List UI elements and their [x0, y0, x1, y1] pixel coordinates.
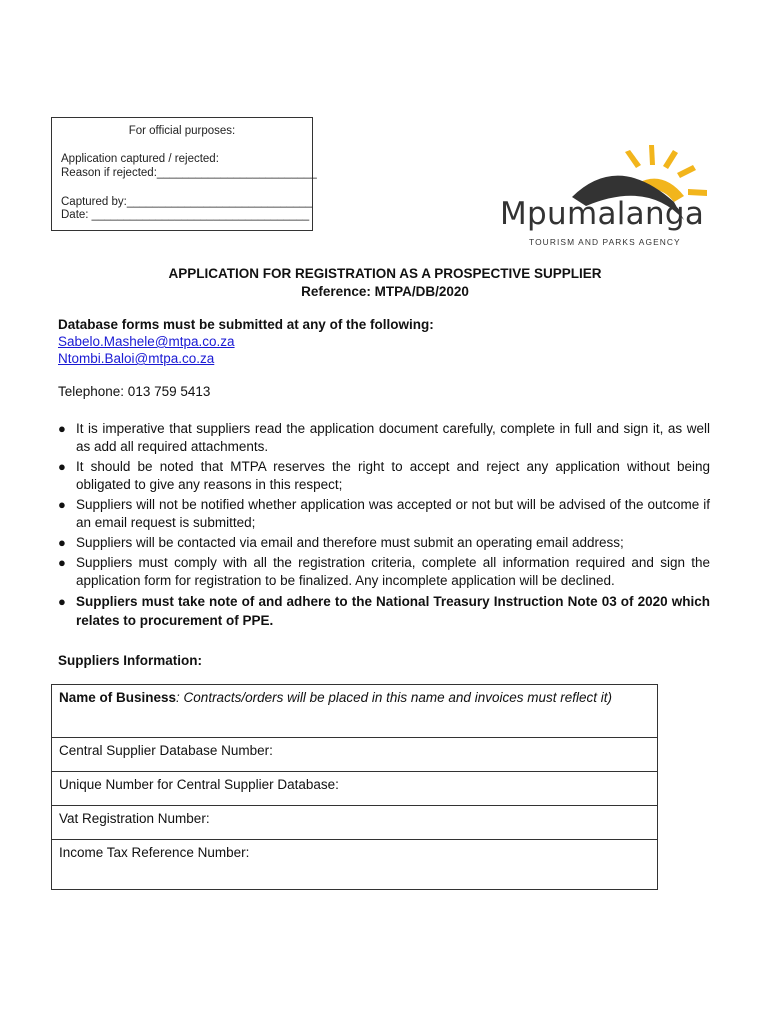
reason-rejected-line: Reason if rejected:_________________________	[61, 167, 317, 179]
list-item	[58, 554, 710, 590]
sun-ray	[625, 150, 641, 168]
sun-ray	[688, 189, 707, 196]
bullet-icon: ●	[58, 421, 66, 436]
document-title: APPLICATION FOR REGISTRATION AS A PROSPECTIVE SUPPLIER	[168, 266, 602, 281]
bullet-icon: ●	[58, 535, 66, 550]
list-item-ppe-note	[58, 592, 710, 630]
sun-ray	[677, 165, 696, 178]
sun-ray	[663, 150, 678, 169]
captured-by-line: Captured by:_____________________________	[61, 196, 313, 208]
logo-subtitle: TOURISM AND PARKS AGENCY	[529, 237, 681, 247]
business-name-label: Name of Business	[59, 690, 177, 705]
business-name-field[interactable]	[52, 685, 657, 737]
list-item-text: Suppliers will be contacted via email and therefore must submit an operating email address;	[76, 535, 624, 550]
submission-intro: Database forms must be submitted at any of the following:	[58, 317, 434, 332]
email-link-ntombi[interactable]: Ntombi.Baloi@mtpa.co.za	[58, 351, 215, 366]
official-purposes-box	[51, 117, 317, 231]
list-item-text: Suppliers must take note of and adhere to the National Treasury Instruction Note 03 of 2020 which relates to procurement of PPE.	[76, 594, 710, 628]
bullet-icon: ●	[58, 459, 66, 474]
mpumalanga-logo	[498, 140, 718, 255]
list-item-text: It should be noted that MTPA reserves the right to accept and reject any application without being obligated to give any reasons in this respect;	[76, 459, 710, 492]
list-item	[58, 534, 710, 552]
list-item	[58, 496, 710, 532]
official-box-title: For official purposes:	[128, 125, 236, 137]
bullet-icon: ●	[58, 594, 66, 609]
telephone-number: Telephone: 013 759 5413	[58, 384, 211, 399]
sun-ray	[649, 145, 655, 165]
document-reference: Reference: MTPA/DB/2020	[301, 284, 469, 299]
suppliers-section-title: Suppliers Information:	[58, 653, 203, 668]
vat-number-field[interactable]	[52, 805, 657, 839]
logo-wordmark: Mpumalanga	[500, 196, 705, 232]
unique-number-field[interactable]	[52, 771, 657, 805]
list-item-text: Suppliers will not be notified whether application was accepted or not but will be advised of the outcome if an email request is submitted;	[76, 497, 710, 530]
unique-number-label: Unique Number for Central Supplier Database:	[59, 777, 339, 792]
instructions-list	[58, 420, 710, 632]
captured-rejected-label: Application captured / rejected:	[61, 153, 219, 165]
business-name-note: : Contracts/orders will be placed in this name and invoices must reflect it)	[176, 690, 612, 705]
email-link-sabelo[interactable]: Sabelo.Mashele@mtpa.co.za	[58, 334, 235, 349]
bullet-icon: ●	[58, 497, 66, 512]
tax-number-label: Income Tax Reference Number:	[59, 845, 250, 860]
list-item	[58, 420, 710, 456]
list-item	[58, 458, 710, 494]
date-line: Date: __________________________________	[61, 209, 310, 221]
list-item-text: Suppliers must comply with all the registration criteria, complete all information required and sign the application form for registration to be finalized. Any incomplete application will be declined.	[76, 555, 710, 588]
bullet-icon: ●	[58, 555, 66, 570]
list-item-text: It is imperative that suppliers read the application document carefully, complete in full and sign it, as well as add all required attachments.	[76, 421, 710, 454]
csd-number-field[interactable]	[52, 737, 657, 771]
csd-number-label: Central Supplier Database Number:	[59, 743, 273, 758]
supplier-info-table	[51, 684, 658, 890]
tax-number-field[interactable]	[52, 839, 657, 889]
vat-number-label: Vat Registration Number:	[59, 811, 210, 826]
